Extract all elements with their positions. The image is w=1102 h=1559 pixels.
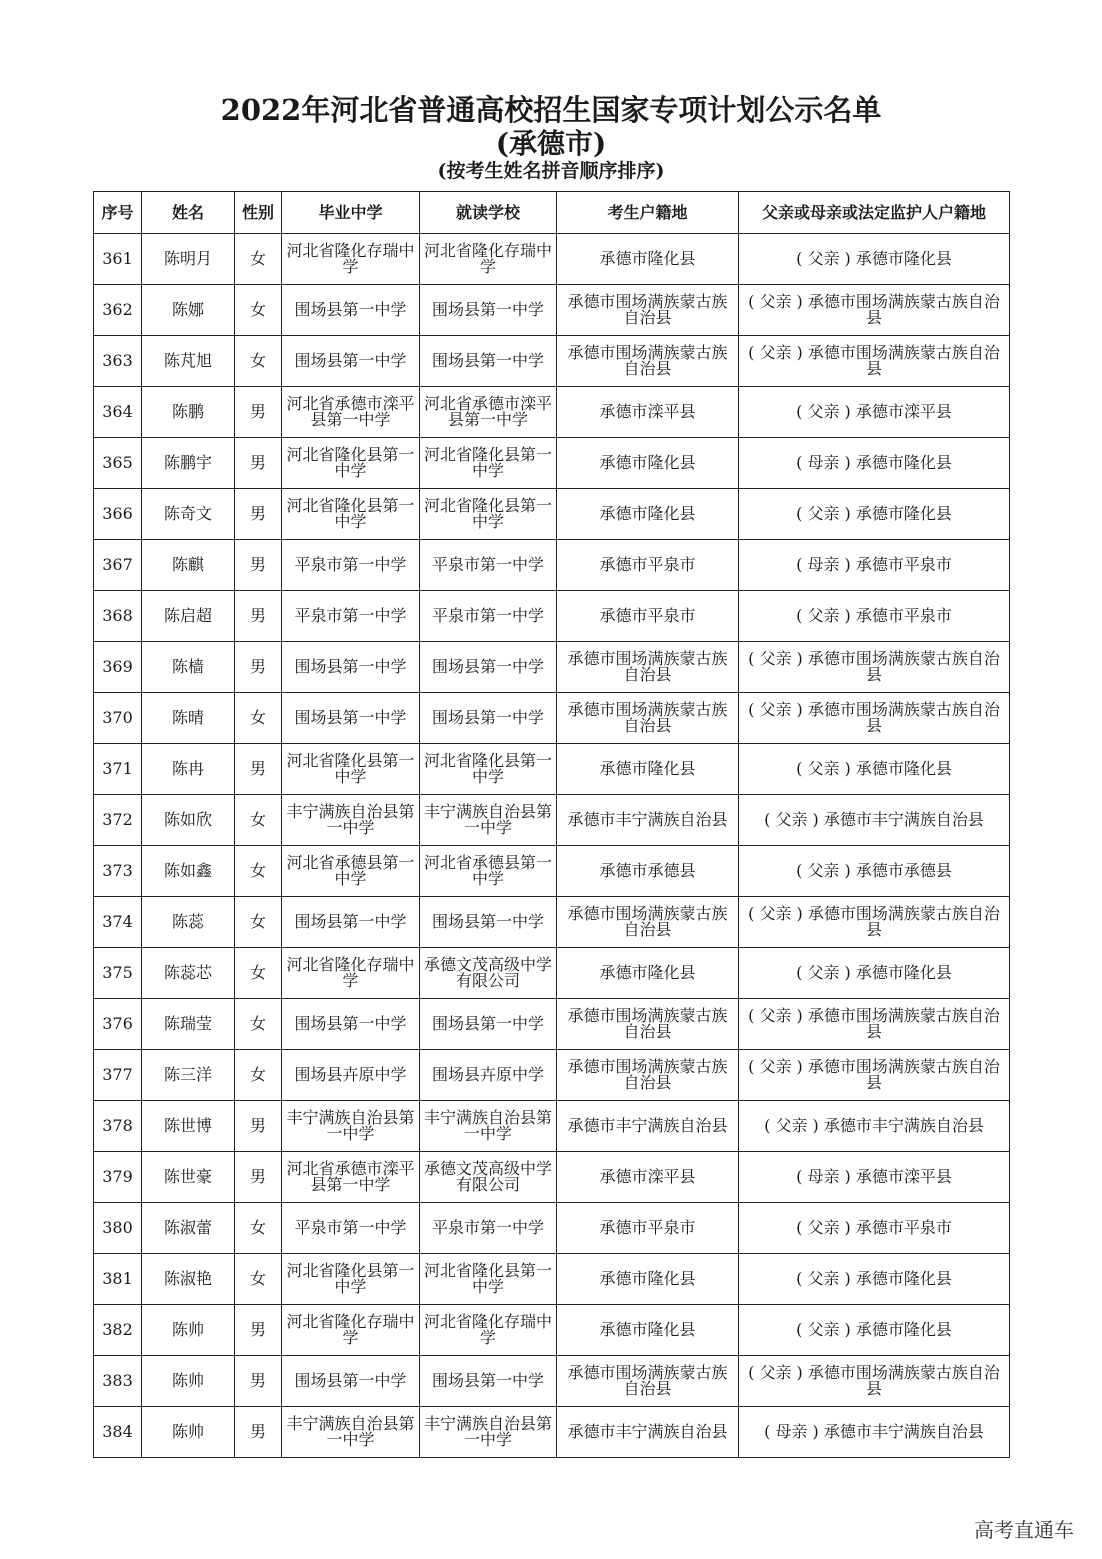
- cell-current-school: 丰宁满族自治县第一中学: [420, 1407, 557, 1458]
- table-header-row: [94, 192, 1010, 234]
- col-header-gender: 性别: [235, 192, 282, 234]
- cell-index: 370: [94, 693, 142, 744]
- cell-name: 陈帅: [142, 1356, 235, 1407]
- cell-index: 383: [94, 1356, 142, 1407]
- table-row: [94, 591, 1010, 642]
- cell-name: 陈启超: [142, 591, 235, 642]
- cell-household-registration: 承德市隆化县: [557, 1254, 739, 1305]
- cell-index: 361: [94, 234, 142, 285]
- cell-guardian-registration: ( 父亲 ) 承德市丰宁满族自治县: [739, 1101, 1010, 1152]
- cell-current-school: 丰宁满族自治县第一中学: [420, 795, 557, 846]
- cell-index: 365: [94, 438, 142, 489]
- cell-graduated-school: 围场县第一中学: [282, 336, 420, 387]
- cell-current-school: 围场县卉原中学: [420, 1050, 557, 1101]
- table-row: [94, 540, 1010, 591]
- cell-current-school: 河北省隆化存瑞中学: [420, 1305, 557, 1356]
- cell-current-school: 围场县第一中学: [420, 999, 557, 1050]
- cell-gender: 女: [235, 999, 282, 1050]
- cell-gender: 男: [235, 438, 282, 489]
- cell-guardian-registration: ( 父亲 ) 承德市围场满族蒙古族自治县: [739, 285, 1010, 336]
- cell-name: 陈麒: [142, 540, 235, 591]
- cell-index: 367: [94, 540, 142, 591]
- cell-name: 陈如欣: [142, 795, 235, 846]
- cell-household-registration: 承德市围场满族蒙古族自治县: [557, 1050, 739, 1101]
- cell-household-registration: 承德市承德县: [557, 846, 739, 897]
- cell-index: 372: [94, 795, 142, 846]
- cell-current-school: 河北省隆化县第一中学: [420, 1254, 557, 1305]
- cell-guardian-registration: ( 父亲 ) 承德市平泉市: [739, 591, 1010, 642]
- cell-current-school: 围场县第一中学: [420, 642, 557, 693]
- cell-guardian-registration: ( 父亲 ) 承德市隆化县: [739, 744, 1010, 795]
- table-row: [94, 1305, 1010, 1356]
- cell-name: 陈淑蕾: [142, 1203, 235, 1254]
- watermark-text: 高考直通车: [974, 1518, 1074, 1542]
- cell-index: 371: [94, 744, 142, 795]
- cell-gender: 女: [235, 795, 282, 846]
- cell-current-school: 围场县第一中学: [420, 1356, 557, 1407]
- table-row: [94, 387, 1010, 438]
- cell-gender: 女: [235, 234, 282, 285]
- cell-current-school: 平泉市第一中学: [420, 540, 557, 591]
- cell-guardian-registration: ( 父亲 ) 承德市承德县: [739, 846, 1010, 897]
- cell-index: 381: [94, 1254, 142, 1305]
- table-row: [94, 1254, 1010, 1305]
- cell-current-school: 平泉市第一中学: [420, 591, 557, 642]
- cell-guardian-registration: ( 父亲 ) 承德市隆化县: [739, 489, 1010, 540]
- table-row: [94, 336, 1010, 387]
- cell-name: 陈鹏宇: [142, 438, 235, 489]
- cell-index: 373: [94, 846, 142, 897]
- cell-guardian-registration: ( 父亲 ) 承德市围场满族蒙古族自治县: [739, 336, 1010, 387]
- cell-household-registration: 承德市隆化县: [557, 948, 739, 999]
- cell-index: 364: [94, 387, 142, 438]
- cell-graduated-school: 河北省承德县第一中学: [282, 846, 420, 897]
- cell-name: 陈帅: [142, 1305, 235, 1356]
- cell-current-school: 河北省承德县第一中学: [420, 846, 557, 897]
- cell-graduated-school: 河北省隆化存瑞中学: [282, 234, 420, 285]
- cell-gender: 男: [235, 1407, 282, 1458]
- cell-index: 369: [94, 642, 142, 693]
- table-row: [94, 489, 1010, 540]
- cell-graduated-school: 围场县第一中学: [282, 897, 420, 948]
- col-header-guardian-registration: 父亲或母亲或法定监护人户籍地: [739, 192, 1010, 234]
- cell-graduated-school: 河北省隆化县第一中学: [282, 1254, 420, 1305]
- cell-graduated-school: 围场县第一中学: [282, 1356, 420, 1407]
- table-row: [94, 234, 1010, 285]
- cell-guardian-registration: ( 父亲 ) 承德市围场满族蒙古族自治县: [739, 1050, 1010, 1101]
- cell-graduated-school: 围场县卉原中学: [282, 1050, 420, 1101]
- document-title: 2022年河北省普通高校招生国家专项计划公示名单: [220, 93, 882, 127]
- table-row: [94, 438, 1010, 489]
- cell-graduated-school: 围场县第一中学: [282, 642, 420, 693]
- cell-gender: 女: [235, 285, 282, 336]
- cell-index: 362: [94, 285, 142, 336]
- cell-name: 陈三洋: [142, 1050, 235, 1101]
- cell-guardian-registration: ( 父亲 ) 承德市滦平县: [739, 387, 1010, 438]
- cell-name: 陈淑艳: [142, 1254, 235, 1305]
- table-row: [94, 795, 1010, 846]
- cell-guardian-registration: ( 母亲 ) 承德市滦平县: [739, 1152, 1010, 1203]
- cell-gender: 女: [235, 336, 282, 387]
- roster-table: [93, 191, 1010, 1458]
- cell-household-registration: 承德市丰宁满族自治县: [557, 1407, 739, 1458]
- cell-graduated-school: 河北省隆化存瑞中学: [282, 1305, 420, 1356]
- table-body: [94, 234, 1010, 1458]
- table-row: [94, 285, 1010, 336]
- cell-name: 陈世博: [142, 1101, 235, 1152]
- cell-name: 陈世豪: [142, 1152, 235, 1203]
- cell-current-school: 河北省隆化县第一中学: [420, 438, 557, 489]
- cell-guardian-registration: ( 父亲 ) 承德市丰宁满族自治县: [739, 795, 1010, 846]
- cell-index: 379: [94, 1152, 142, 1203]
- col-header-graduated-school: 毕业中学: [282, 192, 420, 234]
- col-header-household-registration: 考生户籍地: [557, 192, 739, 234]
- cell-current-school: 承德文茂高级中学有限公司: [420, 1152, 557, 1203]
- cell-guardian-registration: ( 母亲 ) 承德市隆化县: [739, 438, 1010, 489]
- cell-household-registration: 承德市丰宁满族自治县: [557, 795, 739, 846]
- cell-current-school: 河北省隆化县第一中学: [420, 489, 557, 540]
- cell-name: 陈瑞莹: [142, 999, 235, 1050]
- cell-gender: 女: [235, 897, 282, 948]
- cell-current-school: 围场县第一中学: [420, 285, 557, 336]
- cell-gender: 男: [235, 642, 282, 693]
- cell-current-school: 平泉市第一中学: [420, 1203, 557, 1254]
- cell-graduated-school: 平泉市第一中学: [282, 540, 420, 591]
- cell-gender: 男: [235, 489, 282, 540]
- col-header-current-school: 就读学校: [420, 192, 557, 234]
- cell-gender: 男: [235, 1305, 282, 1356]
- cell-gender: 男: [235, 540, 282, 591]
- cell-index: 378: [94, 1101, 142, 1152]
- cell-gender: 女: [235, 1050, 282, 1101]
- cell-household-registration: 承德市隆化县: [557, 234, 739, 285]
- cell-gender: 女: [235, 1203, 282, 1254]
- cell-name: 陈如鑫: [142, 846, 235, 897]
- cell-household-registration: 承德市丰宁满族自治县: [557, 1101, 739, 1152]
- cell-graduated-school: 河北省承德市滦平县第一中学: [282, 1152, 420, 1203]
- cell-gender: 男: [235, 387, 282, 438]
- table-row: [94, 948, 1010, 999]
- cell-current-school: 丰宁满族自治县第一中学: [420, 1101, 557, 1152]
- cell-gender: 女: [235, 948, 282, 999]
- cell-index: 384: [94, 1407, 142, 1458]
- cell-household-registration: 承德市围场满族蒙古族自治县: [557, 999, 739, 1050]
- cell-guardian-registration: ( 母亲 ) 承德市丰宁满族自治县: [739, 1407, 1010, 1458]
- col-header-name: 姓名: [142, 192, 235, 234]
- cell-index: 376: [94, 999, 142, 1050]
- cell-index: 366: [94, 489, 142, 540]
- cell-guardian-registration: ( 父亲 ) 承德市围场满族蒙古族自治县: [739, 693, 1010, 744]
- cell-guardian-registration: ( 父亲 ) 承德市围场满族蒙古族自治县: [739, 642, 1010, 693]
- table-row: [94, 1356, 1010, 1407]
- cell-household-registration: 承德市滦平县: [557, 1152, 739, 1203]
- cell-graduated-school: 围场县第一中学: [282, 285, 420, 336]
- cell-household-registration: 承德市滦平县: [557, 387, 739, 438]
- cell-name: 陈明月: [142, 234, 235, 285]
- cell-household-registration: 承德市隆化县: [557, 1305, 739, 1356]
- table-row: [94, 1050, 1010, 1101]
- cell-guardian-registration: ( 父亲 ) 承德市隆化县: [739, 1254, 1010, 1305]
- table-row: [94, 1152, 1010, 1203]
- cell-graduated-school: 丰宁满族自治县第一中学: [282, 1407, 420, 1458]
- cell-index: 377: [94, 1050, 142, 1101]
- table-row: [94, 999, 1010, 1050]
- cell-guardian-registration: ( 父亲 ) 承德市平泉市: [739, 1203, 1010, 1254]
- cell-household-registration: 承德市隆化县: [557, 438, 739, 489]
- cell-index: 380: [94, 1203, 142, 1254]
- cell-index: 363: [94, 336, 142, 387]
- cell-index: 368: [94, 591, 142, 642]
- cell-index: 382: [94, 1305, 142, 1356]
- cell-household-registration: 承德市围场满族蒙古族自治县: [557, 642, 739, 693]
- cell-gender: 女: [235, 1254, 282, 1305]
- col-header-index: 序号: [94, 192, 142, 234]
- cell-current-school: 围场县第一中学: [420, 897, 557, 948]
- cell-graduated-school: 河北省隆化县第一中学: [282, 438, 420, 489]
- table-row: [94, 897, 1010, 948]
- cell-household-registration: 承德市围场满族蒙古族自治县: [557, 285, 739, 336]
- cell-graduated-school: 河北省隆化县第一中学: [282, 744, 420, 795]
- cell-household-registration: 承德市平泉市: [557, 591, 739, 642]
- cell-name: 陈娜: [142, 285, 235, 336]
- cell-graduated-school: 河北省隆化存瑞中学: [282, 948, 420, 999]
- cell-name: 陈蕊: [142, 897, 235, 948]
- cell-graduated-school: 围场县第一中学: [282, 999, 420, 1050]
- cell-household-registration: 承德市围场满族蒙古族自治县: [557, 897, 739, 948]
- cell-gender: 女: [235, 846, 282, 897]
- table-row: [94, 744, 1010, 795]
- table-row: [94, 642, 1010, 693]
- cell-guardian-registration: ( 父亲 ) 承德市围场满族蒙古族自治县: [739, 897, 1010, 948]
- cell-name: 陈奇文: [142, 489, 235, 540]
- cell-current-school: 河北省承德市滦平县第一中学: [420, 387, 557, 438]
- cell-household-registration: 承德市平泉市: [557, 1203, 739, 1254]
- cell-graduated-school: 河北省承德市滦平县第一中学: [282, 387, 420, 438]
- cell-current-school: 围场县第一中学: [420, 336, 557, 387]
- cell-gender: 男: [235, 1356, 282, 1407]
- cell-guardian-registration: ( 父亲 ) 承德市围场满族蒙古族自治县: [739, 1356, 1010, 1407]
- cell-current-school: 承德文茂高级中学有限公司: [420, 948, 557, 999]
- cell-household-registration: 承德市隆化县: [557, 489, 739, 540]
- cell-graduated-school: 平泉市第一中学: [282, 591, 420, 642]
- cell-graduated-school: 河北省隆化县第一中学: [282, 489, 420, 540]
- cell-household-registration: 承德市隆化县: [557, 744, 739, 795]
- cell-name: 陈鹏: [142, 387, 235, 438]
- cell-graduated-school: 丰宁满族自治县第一中学: [282, 1101, 420, 1152]
- cell-name: 陈帅: [142, 1407, 235, 1458]
- cell-gender: 男: [235, 744, 282, 795]
- cell-name: 陈晴: [142, 693, 235, 744]
- table-row: [94, 1203, 1010, 1254]
- cell-name: 陈蕊芯: [142, 948, 235, 999]
- cell-household-registration: 承德市围场满族蒙古族自治县: [557, 693, 739, 744]
- cell-guardian-registration: ( 父亲 ) 承德市隆化县: [739, 948, 1010, 999]
- cell-name: 陈冉: [142, 744, 235, 795]
- cell-guardian-registration: ( 母亲 ) 承德市平泉市: [739, 540, 1010, 591]
- cell-index: 375: [94, 948, 142, 999]
- cell-graduated-school: 丰宁满族自治县第一中学: [282, 795, 420, 846]
- cell-current-school: 河北省隆化存瑞中学: [420, 234, 557, 285]
- cell-household-registration: 承德市围场满族蒙古族自治县: [557, 336, 739, 387]
- sort-note: (按考生姓名拼音顺序排序): [437, 160, 665, 182]
- cell-current-school: 河北省隆化县第一中学: [420, 744, 557, 795]
- cell-gender: 男: [235, 1101, 282, 1152]
- table-row: [94, 693, 1010, 744]
- cell-current-school: 围场县第一中学: [420, 693, 557, 744]
- cell-gender: 女: [235, 693, 282, 744]
- cell-household-registration: 承德市围场满族蒙古族自治县: [557, 1356, 739, 1407]
- table-row: [94, 1101, 1010, 1152]
- cell-gender: 男: [235, 591, 282, 642]
- cell-index: 374: [94, 897, 142, 948]
- cell-guardian-registration: ( 父亲 ) 承德市围场满族蒙古族自治县: [739, 999, 1010, 1050]
- cell-guardian-registration: ( 父亲 ) 承德市隆化县: [739, 234, 1010, 285]
- cell-household-registration: 承德市平泉市: [557, 540, 739, 591]
- cell-name: 陈芃旭: [142, 336, 235, 387]
- table-row: [94, 1407, 1010, 1458]
- table-row: [94, 846, 1010, 897]
- cell-guardian-registration: ( 父亲 ) 承德市隆化县: [739, 1305, 1010, 1356]
- cell-graduated-school: 围场县第一中学: [282, 693, 420, 744]
- cell-gender: 男: [235, 1152, 282, 1203]
- cell-name: 陈樯: [142, 642, 235, 693]
- cell-graduated-school: 平泉市第一中学: [282, 1203, 420, 1254]
- document-subtitle: (承德市): [495, 127, 607, 160]
